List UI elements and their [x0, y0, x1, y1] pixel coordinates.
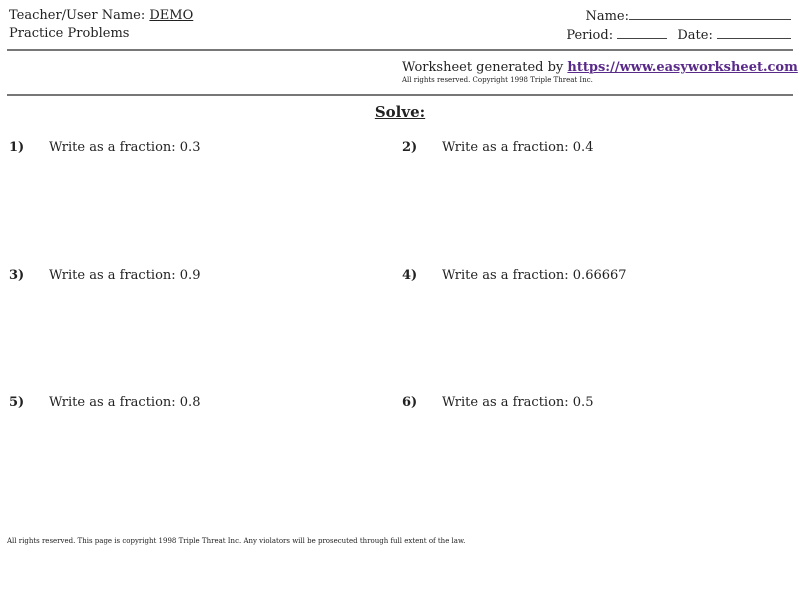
problem-number: 2) [402, 140, 418, 155]
problem-text: Write as a fraction: 0.4 [442, 140, 594, 155]
problem-item [402, 267, 627, 285]
problem-text: Write as a fraction: 0.66667 [442, 268, 627, 283]
worksheet-subtitle: Practice Problems [9, 26, 130, 41]
problem-text: Write as a fraction: 0.3 [49, 140, 201, 155]
generator-prefix: Worksheet generated by [402, 60, 568, 75]
generator-credit [402, 59, 798, 77]
teacher-name-value: DEMO [149, 8, 194, 23]
problem-text: Write as a fraction: 0.9 [49, 268, 201, 283]
problem-number: 1) [9, 140, 25, 155]
period-blank [617, 26, 667, 39]
date-label: Date: [677, 28, 713, 43]
worksheet-header-left [9, 7, 193, 43]
problem-item [9, 267, 200, 285]
teacher-name-line [9, 7, 193, 25]
footer-copyright: All rights reserved. This page is copyright 1998 Triple Threat Inc. Any violators will be prosecuted through full extent of the law. [7, 537, 466, 545]
student-name-label: Name: [585, 9, 629, 24]
easyworksheet-link[interactable]: https://www.easyworksheet.com [567, 60, 798, 75]
problem-item [402, 394, 593, 412]
header-divider [7, 49, 793, 51]
problem-number: 4) [402, 268, 418, 283]
worksheet-header-right [566, 7, 791, 45]
problem-number: 6) [402, 395, 418, 410]
teacher-name-label: Teacher/User Name: [9, 8, 150, 23]
period-date-line [566, 26, 791, 45]
student-name-blank [629, 7, 791, 20]
problem-text: Write as a fraction: 0.5 [442, 395, 594, 410]
problem-item [402, 139, 593, 157]
worksheet-title: Solve: [374, 103, 426, 121]
problem-item [9, 139, 200, 157]
generator-divider [7, 94, 793, 96]
student-name-line [566, 7, 791, 26]
date-blank [717, 26, 791, 39]
problem-number: 3) [9, 268, 25, 283]
problem-item [9, 394, 200, 412]
period-label: Period: [566, 28, 614, 43]
problem-text: Write as a fraction: 0.8 [49, 395, 201, 410]
problem-number: 5) [9, 395, 25, 410]
generator-copyright: All rights reserved. Copyright 1998 Triple Threat Inc. [402, 76, 593, 84]
